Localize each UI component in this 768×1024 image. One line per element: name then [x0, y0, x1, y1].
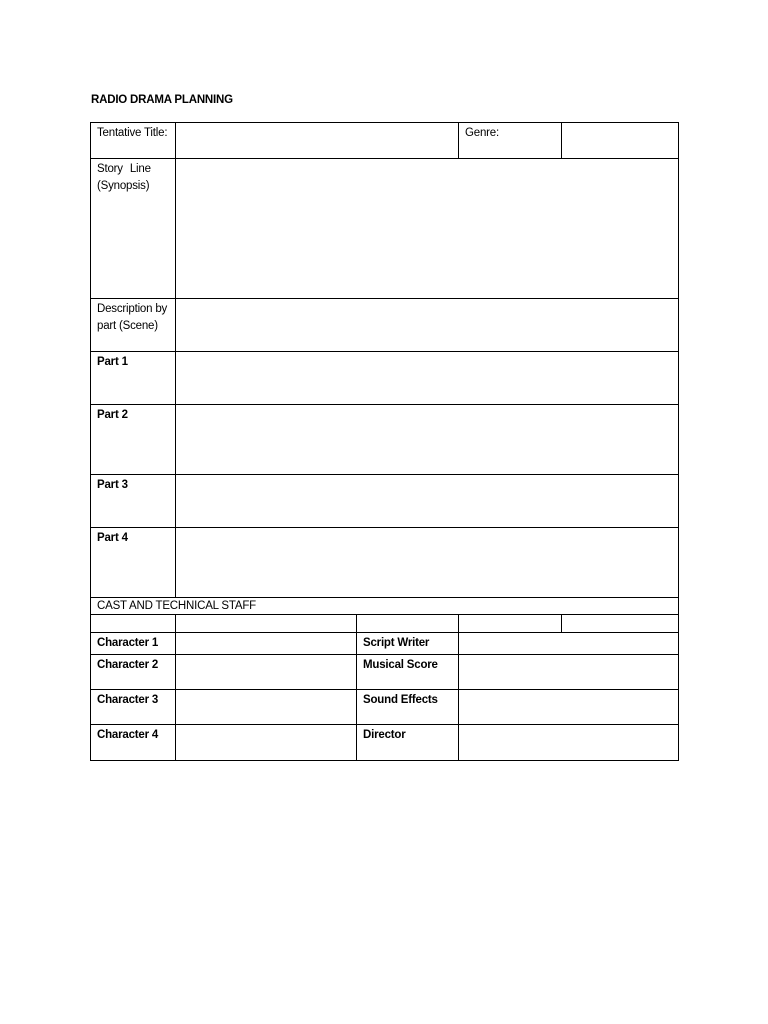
- cast-heading-row: [91, 598, 679, 615]
- sound-effects-label: Sound Effects: [357, 690, 459, 725]
- radio-drama-planning-form: [90, 122, 679, 761]
- character-1-label: Character 1: [91, 633, 176, 655]
- blank-cell[interactable]: [562, 615, 679, 633]
- director-field[interactable]: [459, 725, 679, 761]
- part-row-3: [91, 475, 679, 528]
- genre-label: Genre:: [459, 123, 562, 159]
- description-row: [91, 299, 679, 352]
- part-1-label: Part 1: [91, 352, 176, 405]
- director-label: Director: [357, 725, 459, 761]
- script-writer-field[interactable]: [459, 633, 679, 655]
- tentative-title-label: Tentative Title:: [91, 123, 176, 159]
- blank-cell[interactable]: [176, 615, 357, 633]
- cast-row-2: [91, 655, 679, 690]
- musical-score-field[interactable]: [459, 655, 679, 690]
- part-row-1: [91, 352, 679, 405]
- part-1-field[interactable]: [176, 352, 679, 405]
- part-row-2: [91, 405, 679, 475]
- cast-row-4: [91, 725, 679, 761]
- character-3-label: Character 3: [91, 690, 176, 725]
- script-writer-label: Script Writer: [357, 633, 459, 655]
- story-line-label: Story Line (Synopsis): [91, 159, 176, 299]
- tentative-title-field[interactable]: [176, 123, 459, 159]
- sound-effects-field[interactable]: [459, 690, 679, 725]
- cast-row-1: [91, 633, 679, 655]
- character-4-label: Character 4: [91, 725, 176, 761]
- character-1-field[interactable]: [176, 633, 357, 655]
- description-by-part-field[interactable]: [176, 299, 679, 352]
- description-by-part-label: Description by part (Scene): [91, 299, 176, 352]
- part-3-field[interactable]: [176, 475, 679, 528]
- part-row-4: [91, 528, 679, 598]
- story-line-field[interactable]: [176, 159, 679, 299]
- cast-row-3: [91, 690, 679, 725]
- cast-section-heading: CAST AND TECHNICAL STAFF: [91, 598, 679, 615]
- blank-cell[interactable]: [91, 615, 176, 633]
- musical-score-label: Musical Score: [357, 655, 459, 690]
- blank-cell[interactable]: [459, 615, 562, 633]
- part-4-field[interactable]: [176, 528, 679, 598]
- character-2-field[interactable]: [176, 655, 357, 690]
- title-row: [91, 123, 679, 159]
- form-title: RADIO DRAMA PLANNING: [91, 94, 233, 106]
- character-2-label: Character 2: [91, 655, 176, 690]
- part-2-field[interactable]: [176, 405, 679, 475]
- blank-cell[interactable]: [357, 615, 459, 633]
- part-2-label: Part 2: [91, 405, 176, 475]
- character-4-field[interactable]: [176, 725, 357, 761]
- character-3-field[interactable]: [176, 690, 357, 725]
- cast-blank-row: [91, 615, 679, 633]
- part-3-label: Part 3: [91, 475, 176, 528]
- story-line-row: [91, 159, 679, 299]
- part-4-label: Part 4: [91, 528, 176, 598]
- genre-field[interactable]: [562, 123, 679, 159]
